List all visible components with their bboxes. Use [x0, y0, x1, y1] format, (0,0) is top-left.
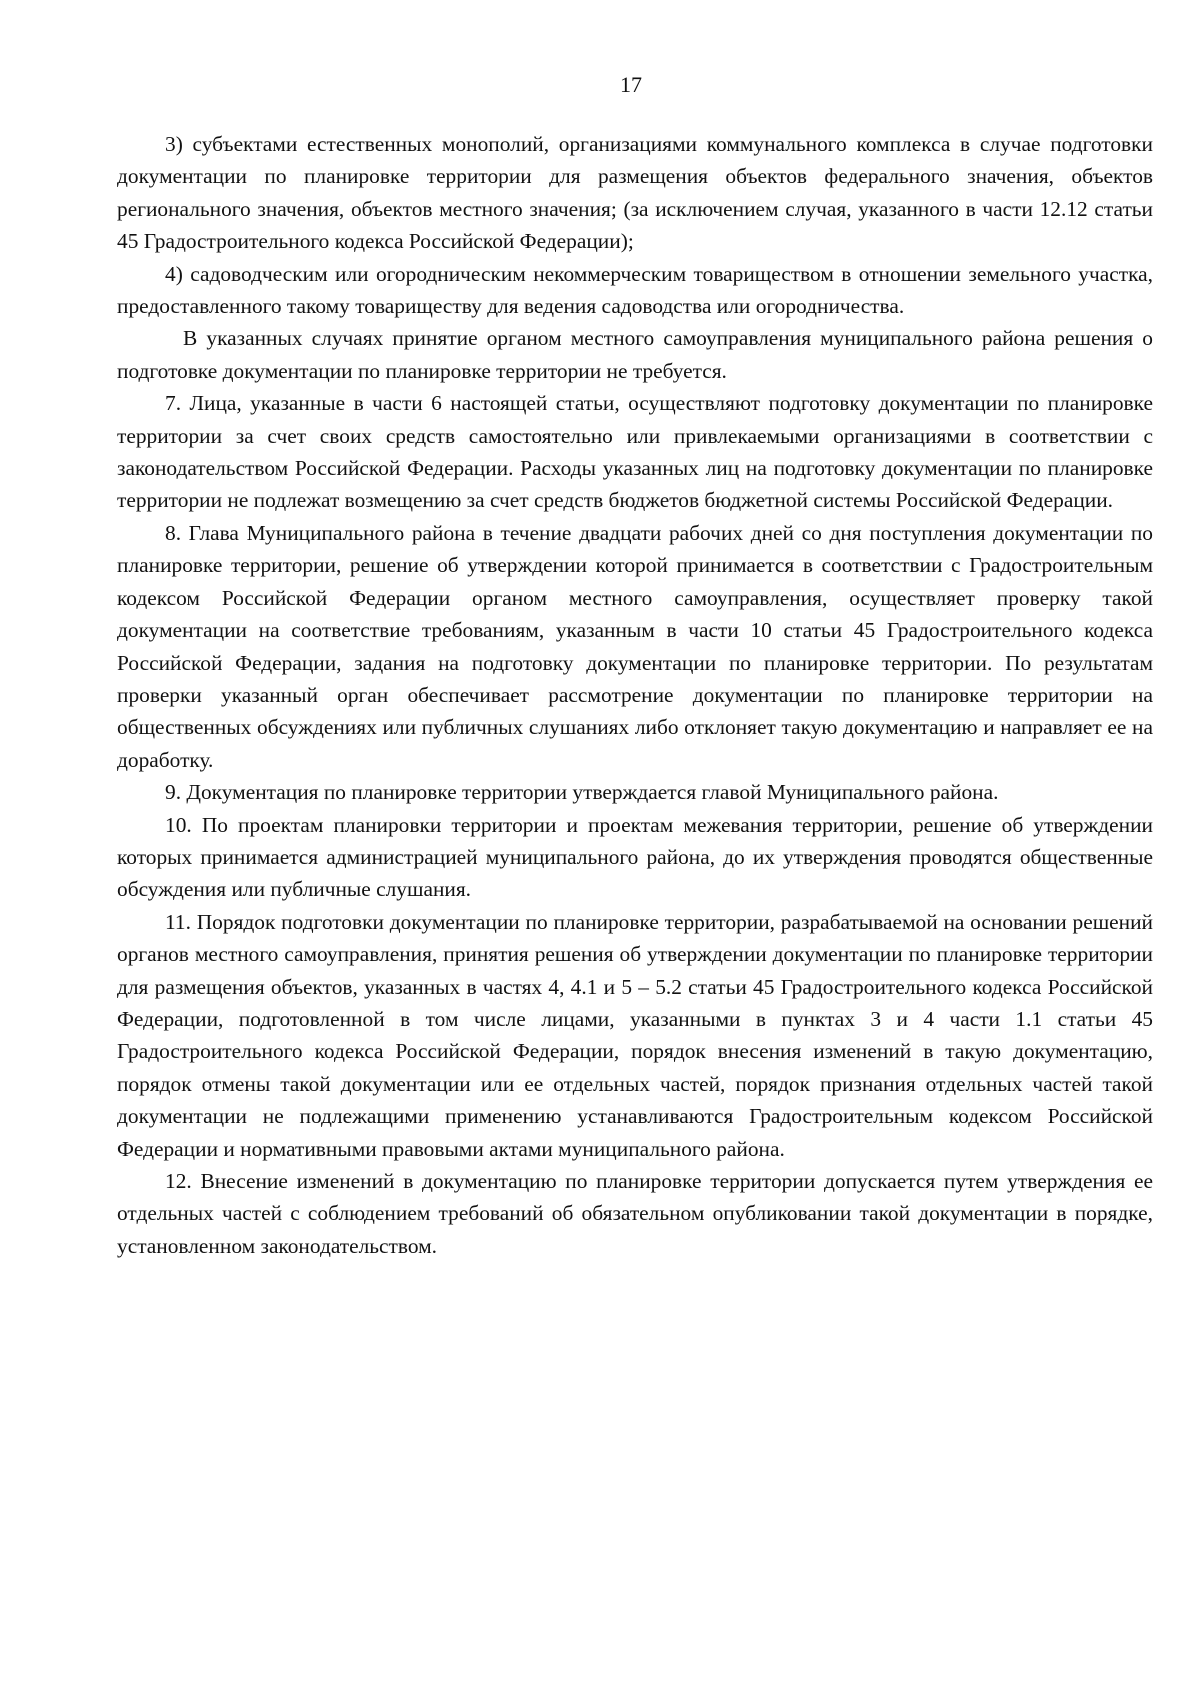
- paragraph-clause-10: 10. По проектам планировки территории и проектам межевания территории, решение об утверждении которых принимается администрацией муниципального района, до их утверждения проводятся общественные обсуждения или публичные слушания.: [117, 812, 1153, 902]
- paragraph-item-3: 3) субъектами естественных монополий, организациями коммунального комплекса в случае подготовки документации по планировке территории для размещения объектов федерального значения, объектов регионального значения, объектов местного значения; (за исключением случая, указанного в части 12.12 статьи 45 Градостроительного кодекса Российской Федерации);: [117, 132, 1153, 254]
- paragraph-item-4: 4) садоводческим или огородническим некоммерческим товариществом в отношении земельного участка, предоставленного такому товариществу для ведения садоводства или огородничества.: [117, 261, 1153, 319]
- paragraph-exception-note: В указанных случаях принятие органом местного самоуправления муниципального района решения о подготовке документации по планировке территории не требуется.: [117, 326, 1153, 383]
- paragraph-clause-11: 11. Порядок подготовки документации по планировке территории, разрабатываемой на основании решений органов местного самоуправления, принятия решения об утверждении документации по планировке территории для размещения объектов, указанных в частях 4, 4.1 и 5 – 5.2 статьи 45 Градостроительного кодекса Российской Федерации, подготовленной в том числе лицами, указанными в пунктах 3 и 4 части 1.1 статьи 45 Градостроительного кодекса Российской Федерации, порядок внесения изменений в такую документацию, порядок отмены такой документации или ее отдельных частей, порядок признания отдельных частей такой документации не подлежащими применению устанавливаются Градостроительным кодексом Российской Федерации и нормативными правовыми актами муниципального района.: [117, 909, 1153, 1161]
- document-body: [117, 128, 1153, 1262]
- paragraph-clause-7: 7. Лица, указанные в части 6 настоящей статьи, осуществляют подготовку документации по планировке территории за счет своих средств самостоятельно или привлекаемыми организациями в соответствии с законодательством Российской Федерации. Расходы указанных лиц на подготовку документации по планировке территории не подлежат возмещению за счет средств бюджетов бюджетной системы Российской Федерации.: [117, 391, 1153, 513]
- paragraph-clause-12: 12. Внесение изменений в документацию по планировке территории допускается путем утверждения ее отдельных частей с соблюдением требований об обязательном опубликовании такой документации в порядке, установленном законодательством.: [117, 1169, 1153, 1258]
- page-number: 17: [620, 72, 642, 97]
- paragraph-clause-9: 9. Документация по планировке территории утверждается главой Муниципального района.: [165, 780, 999, 805]
- paragraph-clause-8: 8. Глава Муниципального района в течение двадцати рабочих дней со дня поступления документации по планировке территории, решение об утверждении которой принимается в соответствии с Градостроительным кодексом Российской Федерации органом местного самоуправления, осуществляет проверку такой документации на соответствие требованиям, указанным в части 10 статьи 45 Градостроительного кодекса Российской Федерации, задания на подготовку документации по планировке территории. По результатам проверки указанный орган обеспечивает рассмотрение документации по планировке территории на общественных обсуждениях или публичных слушаниях либо отклоняет такую документацию и направляет ее на доработку.: [117, 520, 1153, 772]
